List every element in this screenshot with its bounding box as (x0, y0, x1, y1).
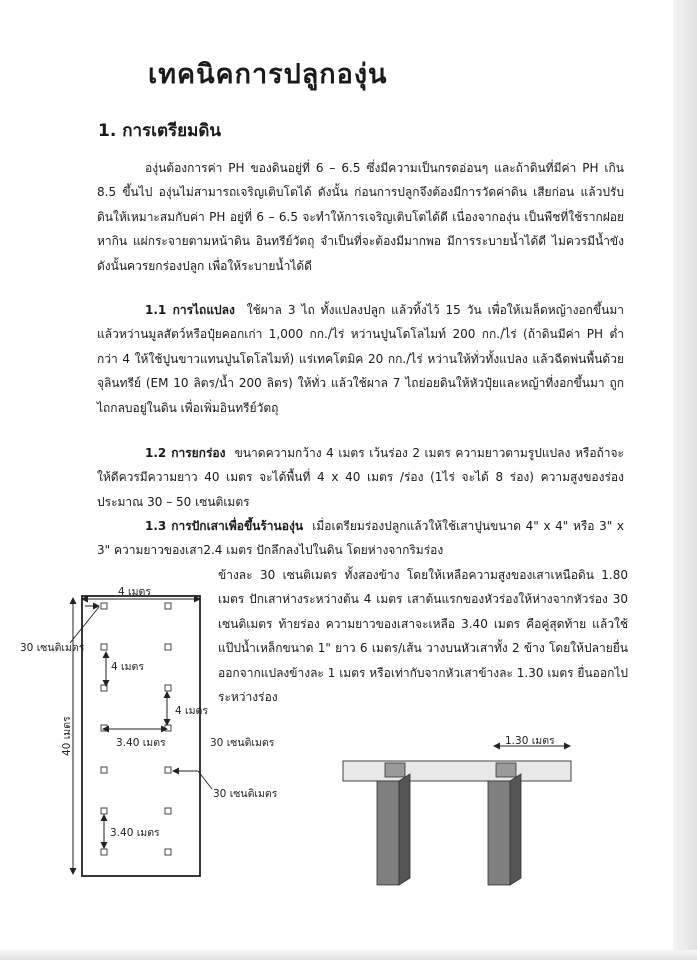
post (165, 725, 171, 731)
length-label: 40 เมตร (61, 716, 73, 756)
post (165, 808, 171, 814)
post-cap (496, 763, 516, 777)
last-spacing-label: 3.40 เมตร (110, 827, 160, 839)
post-body (488, 781, 510, 885)
crossbeam (343, 761, 571, 781)
post (101, 603, 107, 609)
right-post (488, 763, 521, 885)
post-cap (385, 763, 405, 777)
step-1-3-text-top: เมื่อเตรียมร่องปลูกแล้วให้ใช้เสาปูนขนาด 4" x 4" หรือ 3" x 3" ความยาวของเสา2.4 เมตร ปักลึกลงไปในดิน โดยห่างจากริมร่อง (97, 519, 624, 558)
side-offset-label: 30 เซนติเมตร (210, 737, 275, 749)
edge-offset-label: 30 เซนติเมตร (20, 642, 85, 654)
step-1-1-heading: 1.1 การไถแปลง (145, 303, 235, 317)
end-offset-label: 30 เซนติเมตร (213, 788, 278, 800)
post-body (377, 781, 399, 885)
step-1-3-heading: 1.3 การปักเสาเพื่อขึ้นร้านองุ่น (145, 519, 304, 533)
step-1-2-heading: 1.2 การยกร่อง (145, 446, 226, 460)
cross-spacing-label: 4 เมตร (175, 705, 208, 717)
page-title: เทคนิคการปลูกองุ่น (148, 59, 388, 90)
post-side (399, 774, 410, 885)
post (165, 767, 171, 773)
post (101, 808, 107, 814)
elevation-diagram (343, 735, 571, 885)
post-side (510, 774, 521, 885)
post (165, 644, 171, 650)
post (165, 849, 171, 855)
post (101, 767, 107, 773)
intro-text: องุ่นต้องการค่า PH ของดินอยู่ที่ 6 – 6.5 ซึ่งมีความเป็นกรดอ่อนๆ และถ้าดินที่มีค่า PH เกิน 8.5 ขึ้นไป องุ่นไม่สามารถเจริญเติบโตได้ ดังนั้น ก่อนการปลูกจึงต้องมีการวัดค่าดิน เสียก่อน แล้วปรับดินให้เหมาะสมกับค่า PH อยู่ที่ 6 – 6.5 จะทำให้การเจริญเติบโตได้ดี เนื่องจากองุ่น เป็นพืชที่ใช้รากฝอยหากิน แผ่กระจายตามหน้าดิน อินทรีย์วัตถุ จำเป็นที่จะต้องมีมากพอ มีการระบายน้ำได้ดี ไม่ควรมีน้ำขัง ดังนั้นควรยกร่องปลูก เพื่อให้ระบายน้ำได้ดี (97, 161, 624, 273)
section-heading: 1. การเตรียมดิน (98, 121, 221, 141)
post (101, 725, 107, 731)
post (165, 685, 171, 691)
step-1-1-text: ใช้ผาล 3 ไถ ทั้งแปลงปลูก แล้วทิ้งไว้ 15 วัน เพื่อให้เมล็ดหญ้างอกขึ้นมาแล้วหว่านมูลสัตว์หรือปุ๋ยคอกเก่า 1,000 กก./ไร่ หว่านปูนโดโลไมท์ 200 กก./ไร่ (ถ้าดินมีค่า PH ต่ำกว่า 4 ให้ใช้ปูนขาวแทนปูนโดโลไมท์) แร่เทคโตมิค 20 กก./ไร่ หว่านให้ทั่วทั้งแปลง แล้วฉีดพ่นพื้นด้วย จุลินทรีย์ (EM 10 ลิตร/น้ำ 200 ลิตร) ให้ทั่ว แล้วใช้ผาล 7 ไถย่อยดินให้หัวปุ๋ยและหญ้าที่งอกขึ้นมา ถูกไถกลบอยู่ในดิน เพื่อเพิ่มอินทรีย์วัตถุ (97, 303, 624, 415)
width-label: 4 เมตร (118, 586, 151, 598)
overhang-label: 1.30 เมตร (505, 735, 555, 747)
edge-offset-leader (70, 607, 99, 643)
plan-diagram (20, 586, 278, 876)
post-spacing-label: 4 เมตร (111, 661, 144, 673)
step-1-2-text: ขนาดความกว้าง 4 เมตร เว้นร่อง 2 เมตร ความยาวตามรูปแปลง หรือถ้าจะให้ดีควรมีความยาว 40 เมตร จะได้พื้นที่ 4 x 40 เมตร /ร่อง (1ไร่ จะได้ 8 ร่อง) ความสูงของร่องประมาณ 30 – 50 เซนติเมตร (97, 446, 625, 509)
post (101, 644, 107, 650)
row-spacing-label: 3.40 เมตร (116, 737, 166, 749)
left-post (377, 763, 410, 885)
post (165, 603, 171, 609)
step-1-3-text-side: ข้างละ 30 เซนติเมตร ทั้งสองข้าง โดยให้เหลือความสูงของเสาเหนือดิน 1.80 เมตร ปักเสาห่างระหว่างต้น 4 เมตร เสาต้นแรกของหัวร่องให้ห่างจากหัวร่อง 30 เซนติเมตร ท้ายร่อง ความยาวของเสาจะเหลือ 3.40 เมตร คือคู่สุดท้าย แล้วใช้แป๊ปน้ำเหล็กขนาด 1" ยาว 6 เมตร/เส้น วางบนหัวเสาทั้ง 2 ข้าง โดยให้ปลายยื่นออกจากแปลงข้างละ 1 เมตร หรือเท่ากับจากหัวเสาข้างละ 1.30 เมตร ยื่นออกไประหว่างร่อง (218, 568, 628, 705)
post (101, 849, 107, 855)
